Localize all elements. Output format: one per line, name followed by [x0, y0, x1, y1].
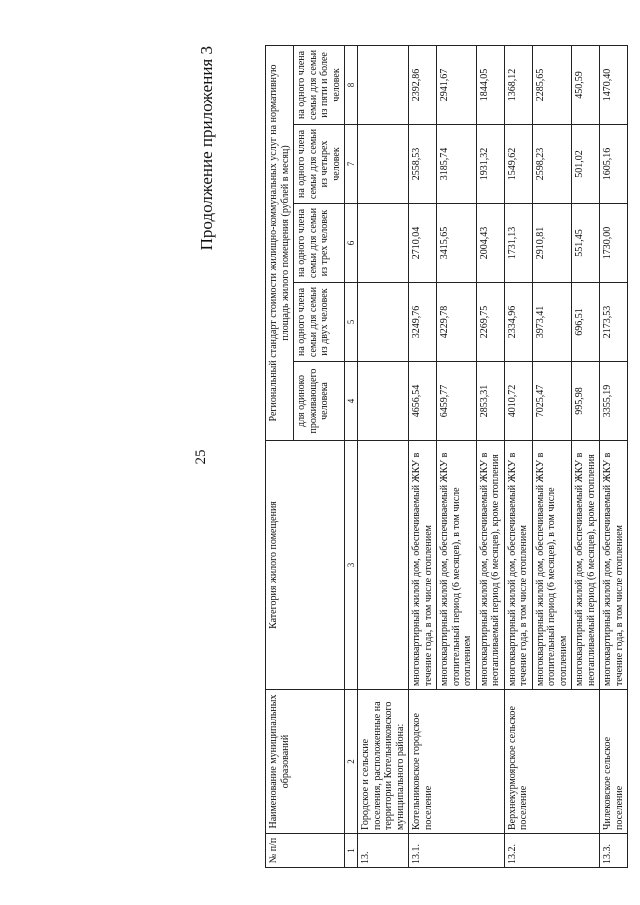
- header-sub-4: на одного члена семьи для семьи из четырех человек: [294, 125, 345, 204]
- header-sub-5: на одного члена семьи для семьи из пяти и более человек: [294, 45, 345, 124]
- table-row: [409, 45, 437, 867]
- table-row: [504, 45, 532, 867]
- row-num: 13.2.: [504, 834, 600, 868]
- col-index: 5: [345, 283, 358, 362]
- section-row: [358, 45, 409, 867]
- cell-value: 2269,75: [476, 283, 504, 362]
- cell-value: 3415,65: [437, 204, 477, 283]
- cell-value: 551,45: [572, 204, 600, 283]
- col-index: 2: [345, 690, 358, 834]
- cell-value: 3355,19: [600, 362, 628, 441]
- header-sub-2: на одного члена семьи для семьи из двух человек: [294, 283, 345, 362]
- page-number: 25: [193, 449, 209, 465]
- col-index: 6: [345, 204, 358, 283]
- cell-value: 1549,62: [504, 125, 532, 204]
- header-category: Категория жилого помещения: [266, 441, 345, 690]
- cell-value: 2173,53: [600, 283, 628, 362]
- col-index: 4: [345, 362, 358, 441]
- col-index: 1: [345, 834, 358, 868]
- row-num: 13.3.: [600, 834, 628, 868]
- cell-value: 2334,96: [504, 283, 532, 362]
- cell-value: 2285,65: [532, 45, 572, 124]
- table-row: [600, 45, 628, 867]
- row-category: многоквартирный жилой дом, обеспечиваемый ЖКУ в отопительный период (6 месяцев), в том числе отоплением: [437, 441, 477, 690]
- cell-value: 501,02: [572, 125, 600, 204]
- cell-value: 1605,16: [600, 125, 628, 204]
- cell-value: 2853,31: [476, 362, 504, 441]
- cell-value: 3249,76: [409, 283, 437, 362]
- cell-value: 1844,05: [476, 45, 504, 124]
- cell-value: 995,98: [572, 362, 600, 441]
- header-standard: Региональный стандарт стоимости жилищно-коммунальных услуг на нормативную площадь жилого помещения (рублей в месяц): [266, 45, 294, 440]
- cell-value: 4229,78: [437, 283, 477, 362]
- cell-value: 2941,67: [437, 45, 477, 124]
- cell-value: 450,59: [572, 45, 600, 124]
- section-num: 13.: [358, 834, 409, 868]
- row-municipality: Чилековское сельское поселение: [600, 690, 628, 834]
- cell-value: 4010,72: [504, 362, 532, 441]
- section-name: Городское и сельские поселения, расположенные на территории Котельниковского муниципального района:: [358, 690, 409, 834]
- row-municipality: Котельниковское городское поселение: [409, 690, 505, 834]
- header-sub-3: на одного члена семьи для семьи из трех человек: [294, 204, 345, 283]
- row-category: многоквартирный жилой дом, обеспечиваемый ЖКУ в неотапливаемый период (6 месяцев), кроме отопления: [572, 441, 600, 690]
- cell-value: 2598,23: [532, 125, 572, 204]
- column-index-row: [345, 45, 358, 867]
- cell-value: 7025,47: [532, 362, 572, 441]
- row-category: многоквартирный жилой дом, обеспечиваемый ЖКУ в неотапливаемый период (6 месяцев), кроме отопления: [476, 441, 504, 690]
- cell-value: 2558,53: [409, 125, 437, 204]
- cell-value: 3973,41: [532, 283, 572, 362]
- row-category: многоквартирный жилой дом, обеспечиваемый ЖКУ в течение года, в том числе отоплением: [600, 441, 628, 690]
- rotated-landscape-content: [193, 42, 633, 872]
- cell-value: 2710,04: [409, 204, 437, 283]
- col-index: 8: [345, 45, 358, 124]
- cell-value: 3185,74: [437, 125, 477, 204]
- row-num: 13.1.: [409, 834, 505, 868]
- row-category: многоквартирный жилой дом, обеспечиваемый ЖКУ в течение года, в том числе отоплением: [504, 441, 532, 690]
- cell-value: 2392,86: [409, 45, 437, 124]
- cell-value: 1931,32: [476, 125, 504, 204]
- cell-value: 1730,00: [600, 204, 628, 283]
- cell-value: 1731,13: [504, 204, 532, 283]
- cell-value: 1368,12: [504, 45, 532, 124]
- header-municipality: Наименование муниципальных образований: [266, 690, 345, 834]
- cell-value: 2910,81: [532, 204, 572, 283]
- row-municipality: Верхнекурмоярское сельское поселение: [504, 690, 600, 834]
- cell-value: 1470,40: [600, 45, 628, 124]
- continuation-label: Продолжение приложения 3: [197, 46, 216, 251]
- header-sub-1: для одиноко проживающего человека: [294, 362, 345, 441]
- row-category: многоквартирный жилой дом, обеспечиваемый ЖКУ в отопительный период (6 месяцев), в том числе отоплением: [532, 441, 572, 690]
- col-index: 7: [345, 125, 358, 204]
- tariff-table: [265, 45, 628, 868]
- cell-value: 2004,43: [476, 204, 504, 283]
- row-category: многоквартирный жилой дом, обеспечиваемый ЖКУ в течение года, в том числе отоплением: [409, 441, 437, 690]
- cell-value: 4656,54: [409, 362, 437, 441]
- header-num: № п/п: [266, 834, 345, 868]
- cell-value: 696,51: [572, 283, 600, 362]
- cell-value: 6459,77: [437, 362, 477, 441]
- col-index: 3: [345, 441, 358, 690]
